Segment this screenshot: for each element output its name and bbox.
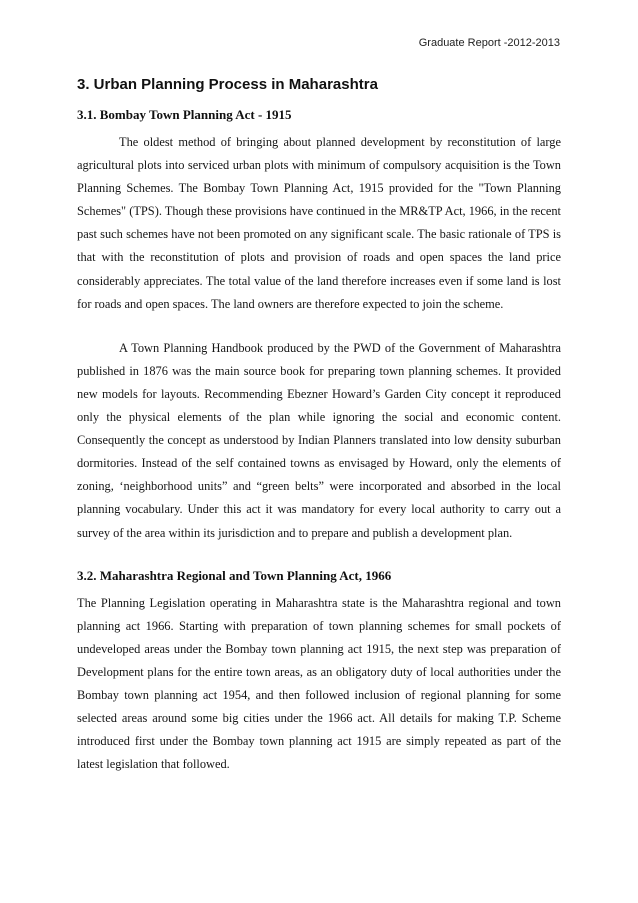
page-content [77,76,561,776]
subsection-heading-3-1: 3.1. Bombay Town Planning Act - 1915 [77,107,292,122]
section-heading: 3. Urban Planning Process in Maharashtra [77,76,378,93]
section-spacer [77,545,561,568]
paragraph-spacer [77,316,561,337]
paragraph-tps: The oldest method of bringing about planned development by reconstitution of large agricultural plots into serviced urban plots with minimum of compulsory acquisition is the Town Planning Schemes. The Bombay Town Planning Act, 1915 provided for the "Town Planning Schemes" (TPS). Though these provisions have continued in the MR&TP Act, 1966, in the recent past such schemes have not been promoted on any significant scale. The basic rationale of TPS is that with the reconstitution of plots and provision of roads and open spaces the land price considerably appreciates. The total value of the land therefore increases even if some land is lost for roads and open spaces. The land owners are therefore expected to join the scheme. [77,135,561,311]
running-header: Graduate Report -2012-2013 [418,37,560,49]
subsection-heading-3-2: 3.2. Maharashtra Regional and Town Planning Act, 1966 [77,567,392,583]
paragraph-mrtp: The Planning Legislation operating in Maharashtra state is the Maharashtra regional and town planning act 1966. Starting with preparation of town planning schemes for small pockets of undeveloped areas under the Bombay town planning act 1915, the next step was preparation of Development plans for the entire town areas, as an obligatory duty of local authorities under the Bombay town planning act 1954, and then followed inclusion of regional planning for some selected areas around some big cities under the 1966 act. All details for making T.P. Scheme introduced first under the Bombay town planning act 1915 are simply repeated as part of the latest legislation that followed. [77,595,561,772]
paragraph-handbook: A Town Planning Handbook produced by the PWD of the Government of Maharashtra published in 1876 was the main source book for preparing town planning schemes. It provided new models for layouts. Recommending Ebezner Howard’s Garden City concept it reproduced only the physical elements of the plan while ignoring the social and economic content. Consequently the concept as understood by Indian Planners translated into low density suburban dormitories. Instead of the self contained towns as envisaged by Howard, only the elements of zoning, ‘neighborhood units” and “green belts” were incorporated and absorbed in the local planning vocabulary. Under this act it was mandatory for every local authority to carry out a survey of the area within its jurisdiction and to prepare and publish a development plan. [77,340,561,540]
